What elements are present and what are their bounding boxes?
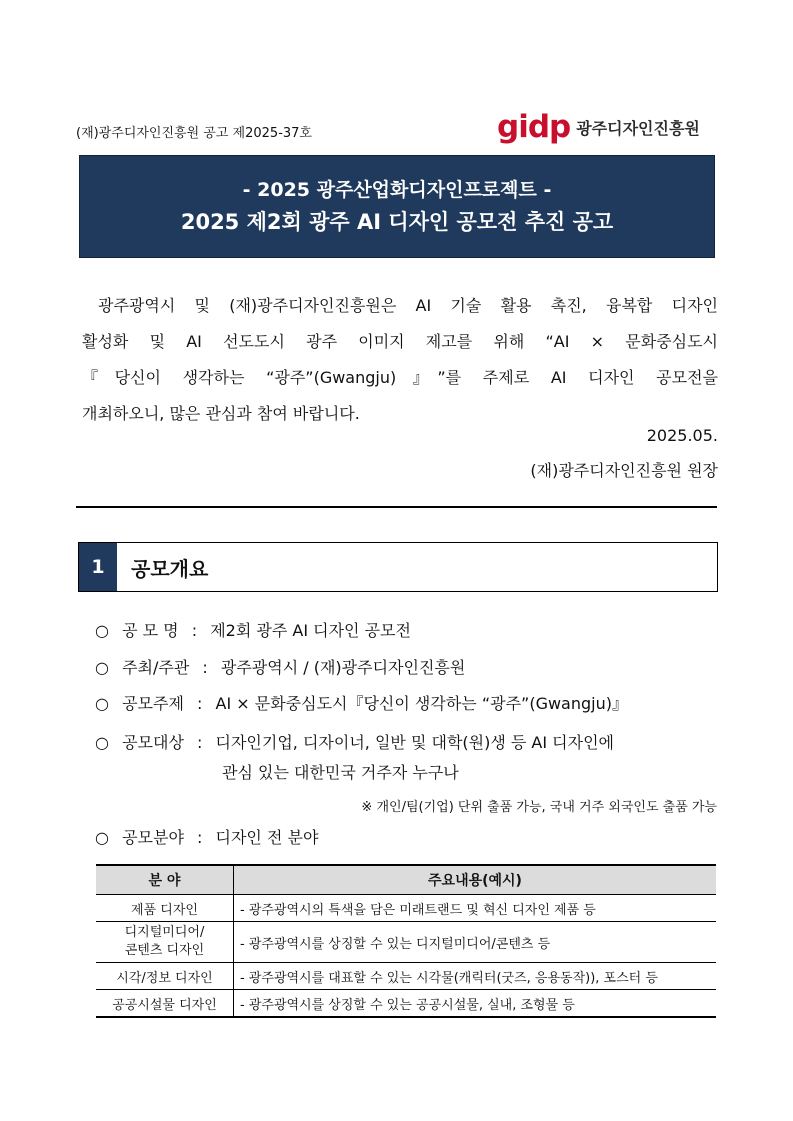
item-value: 디자인기업, 디자이너, 일반 및 대학(원)생 등 AI 디자인에 bbox=[215, 733, 614, 752]
intro-line: 개최하오니, 많은 관심과 참여 바랍니다. bbox=[82, 404, 360, 423]
table-row bbox=[96, 990, 716, 1018]
table-row bbox=[96, 922, 716, 963]
section-header bbox=[78, 542, 718, 592]
cell-content: - 광주광역시를 상징할 수 있는 디지털미디어/콘텐츠 등 bbox=[234, 922, 717, 963]
header-field: 분 야 bbox=[96, 865, 234, 895]
item-separator: : bbox=[202, 658, 208, 677]
cell-field: 공공시설물 디자인 bbox=[96, 990, 234, 1018]
field-table bbox=[96, 864, 716, 1018]
bullet-circle-icon: ○ bbox=[95, 658, 109, 677]
overview-item-theme bbox=[95, 691, 628, 714]
gidp-logo bbox=[497, 108, 700, 145]
table-row bbox=[96, 895, 716, 922]
item-label: 공모대상 bbox=[122, 733, 184, 752]
bullet-circle-icon: ○ bbox=[95, 621, 109, 640]
title-line-1: - 2025 광주산업화디자인프로젝트 - bbox=[242, 178, 552, 201]
intro-line: 활성화 및 AI 선도도시 광주 이미지 제고를 위해 “AI × 문화중심도시 bbox=[82, 332, 718, 351]
item-value: AI × 문화중심도시『당신이 생각하는 “광주”(Gwangju)』 bbox=[215, 694, 628, 713]
title-banner bbox=[79, 155, 715, 258]
section-number: 1 bbox=[79, 543, 117, 591]
section-title: 공모개요 bbox=[131, 556, 209, 581]
intro-paragraph bbox=[82, 288, 718, 432]
item-separator: : bbox=[197, 694, 203, 713]
item-label: 공모분야 bbox=[122, 828, 184, 847]
overview-item-organizer bbox=[95, 655, 465, 678]
bullet-circle-icon: ○ bbox=[95, 733, 109, 752]
bullet-circle-icon: ○ bbox=[95, 828, 109, 847]
header-content: 주요내용(예시) bbox=[234, 865, 717, 895]
logo-text: 광주디자인진흥원 bbox=[576, 118, 700, 138]
overview-item-target bbox=[95, 730, 614, 753]
item-label: 주최/주관 bbox=[122, 658, 190, 677]
title-line-2: 2025 제2회 광주 AI 디자인 공모전 추진 공고 bbox=[180, 209, 614, 234]
divider bbox=[76, 506, 717, 508]
signature: (재)광주디자인진흥원 원장 bbox=[530, 461, 718, 480]
cell-field: 시각/정보 디자인 bbox=[96, 963, 234, 990]
cell-field: 제품 디자인 bbox=[96, 895, 234, 922]
item-label: 공모주제 bbox=[122, 694, 184, 713]
notice-number: (재)광주디자인진흥원 공고 제2025-37호 bbox=[76, 126, 312, 141]
cell-content: - 광주광역시를 대표할 수 있는 시각물(캐릭터(굿즈, 응용동작)), 포스터 등 bbox=[234, 963, 717, 990]
cell-field bbox=[96, 922, 234, 963]
table-header-row bbox=[96, 865, 716, 895]
item-value: 광주광역시 / (재)광주디자인진흥원 bbox=[220, 658, 466, 677]
item-separator: : bbox=[197, 733, 203, 752]
item-label: 공 모 명 bbox=[122, 621, 179, 640]
table-row bbox=[96, 963, 716, 990]
intro-line: 광주광역시 및 (재)광주디자인진흥원은 AI 기술 활용 촉진, 융복합 디자인 bbox=[98, 296, 718, 315]
cell-field-line: 콘텐츠 디자인 bbox=[124, 943, 205, 958]
cell-content: - 광주광역시의 특색을 담은 미래트랜드 및 혁신 디자인 제품 등 bbox=[234, 895, 717, 922]
bullet-circle-icon: ○ bbox=[95, 694, 109, 713]
overview-item-target-cont: 관심 있는 대한민국 거주자 누구나 bbox=[222, 763, 459, 782]
logo-mark: gidp bbox=[497, 108, 571, 145]
cell-content: - 광주광역시를 상징할 수 있는 공공시설물, 실내, 조형물 등 bbox=[234, 990, 717, 1018]
item-separator: : bbox=[191, 621, 198, 640]
overview-item-field bbox=[95, 825, 318, 848]
intro-line: 『당신이 생각하는 “광주”(Gwangju)』”를 주제로 AI 디자인 공모전을 bbox=[82, 368, 718, 387]
overview-item-name bbox=[95, 618, 411, 641]
notice-date: 2025.05. bbox=[646, 426, 718, 445]
cell-field-line: 디지털미디어/ bbox=[124, 925, 205, 940]
item-separator: : bbox=[197, 828, 203, 847]
note-text: ※ 개인/팀(기업) 단위 출품 가능, 국내 거주 외국인도 출품 가능 bbox=[361, 800, 717, 815]
item-value: 제2회 광주 AI 디자인 공모전 bbox=[210, 621, 411, 640]
item-value: 디자인 전 분야 bbox=[215, 828, 319, 847]
